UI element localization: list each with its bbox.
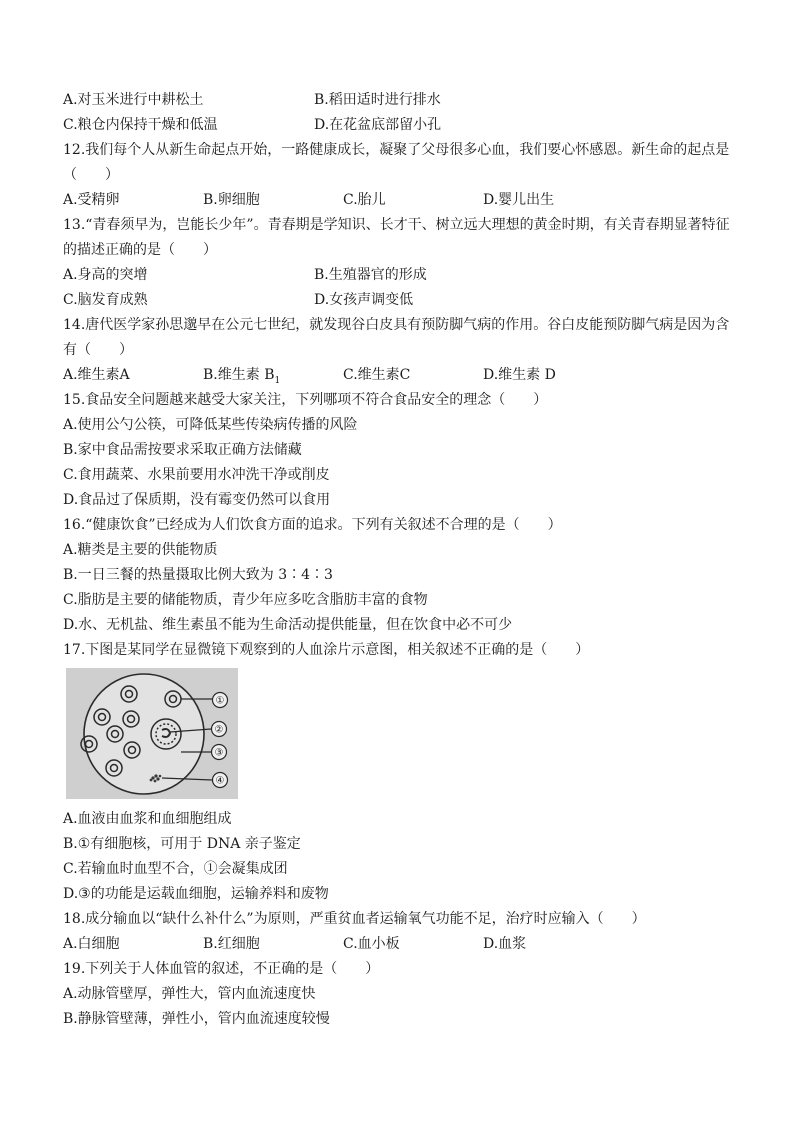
q16-stem: 16.“健康饮食”已经成为人们饮食方面的追求。下列有关叙述不合理的是（ ） [63,517,562,533]
q18-stem: 18.成分输血以“缺什么补什么”为原则，严重贫血者运输氧气功能不足，治疗时应输入（ ） [63,911,646,927]
q17-option-b: B.①有细胞核，可用于 DNA 亲子鉴定 [63,836,301,852]
q14-option-c: C.维生素C [343,367,411,383]
q11-option-b: B.稻田适时进行排水 [314,92,441,108]
q11-option-d: D.在花盆底部留小孔 [314,117,442,133]
q15-option-a: A.使用公勺公筷，可降低某些传染病传播的风险 [63,417,358,433]
q13-option-a: A.身高的突增 [63,267,148,283]
q19-option-a: A.动脉管壁厚，弹性大，管内血流速度快 [63,986,316,1002]
q12-stem-line2: （ ） [63,167,119,183]
q15-option-b: B.家中食品需按要求采取正确方法储藏 [63,442,302,458]
q17-option-a: A.血液由血浆和血细胞组成 [63,811,232,827]
q13-option-c: C.脑发育成熟 [63,292,148,308]
figure-label-3: ③ [214,747,224,759]
q12-stem-line1: 12.我们每个人从新生命起点开始，一路健康成长，凝聚了父母很多心血，我们要心怀感恩。新生命的起点是 [63,142,730,158]
q11-option-a: A.对玉米进行中耕松土 [63,92,204,108]
q18-option-d: D.血浆 [483,936,527,952]
q14-option-b [203,365,280,391]
q19-stem: 19.下列关于人体血管的叙述，不正确的是（ ） [63,961,380,977]
q15-option-c: C.食用蔬菜、水果前要用水冲洗干净或削皮 [63,467,330,483]
q12-option-b: B.卵细胞 [203,192,260,208]
q16-option-c: C.脂肪是主要的储能物质，青少年应多吃含脂肪丰富的食物 [63,592,428,608]
q16-option-b: B.一日三餐的热量摄取比例大致为 3∶4∶3 [63,567,333,583]
q16-option-a: A.糖类是主要的供能物质 [63,542,218,558]
q14-option-a: A.维生素A [63,367,130,383]
q17-option-c: C.若输血时血型不合，①会凝集成团 [63,861,288,877]
q12-option-c: C.胎儿 [343,192,386,208]
q15-stem: 15.食品安全问题越来越受大家关注，下列哪项不符合食品安全的理念（ ） [63,392,548,408]
q13-stem-line1: 13.“青春须早为，岂能长少年”。青春期是学知识、长才干、树立远大理想的黄金时期，有关青春期显著特征 [63,217,730,233]
q16-option-d: D.水、无机盐、维生素虽不能为生命活动提供能量，但在饮食中必不可少 [63,617,513,633]
q19-option-b: B.静脉管壁薄，弹性小，管内血流速度较慢 [63,1011,330,1027]
q11-option-c: C.粮仓内保持干燥和低温 [63,117,218,133]
q13-option-d: D.女孩声调变低 [314,292,414,308]
q18-option-c: C.血小板 [343,936,400,952]
q18-option-a: A.白细胞 [63,936,120,952]
q14-stem-line2: 有（ ） [63,342,133,358]
figure-label-2: ② [214,724,224,736]
q17-stem: 17.下图是某同学在显微镜下观察到的人血涂片示意图，相关叙述不正确的是（ ） [63,642,590,658]
q14-option-b-subscript: 1 [274,375,281,386]
figure-label-4: ④ [215,775,225,787]
q17-option-d: D.③的功能是运载血细胞，运输养料和废物 [63,886,329,902]
q15-option-d: D.食品过了保质期，没有霉变仍然可以食用 [63,492,331,508]
microscope-field [84,674,204,794]
q13-option-b: B.生殖器官的形成 [314,267,427,283]
q12-option-a: A.受精卵 [63,192,120,208]
q13-stem-line2: 的描述正确的是（ ） [63,242,217,258]
figure-label-1: ① [215,695,225,707]
q14-stem-line1: 14.唐代医学家孙思邈早在公元七世纪，就发现谷白皮具有预防脚气病的作用。谷白皮能预防脚气病是因为含 [63,317,730,333]
q14-option-d: D.维生素 D [483,367,556,383]
q18-option-b: B.红细胞 [203,936,260,952]
q14-option-b-text: B.维生素 B [203,367,275,383]
blood-smear-figure [66,668,238,799]
q12-option-d: D.婴儿出生 [483,192,555,208]
